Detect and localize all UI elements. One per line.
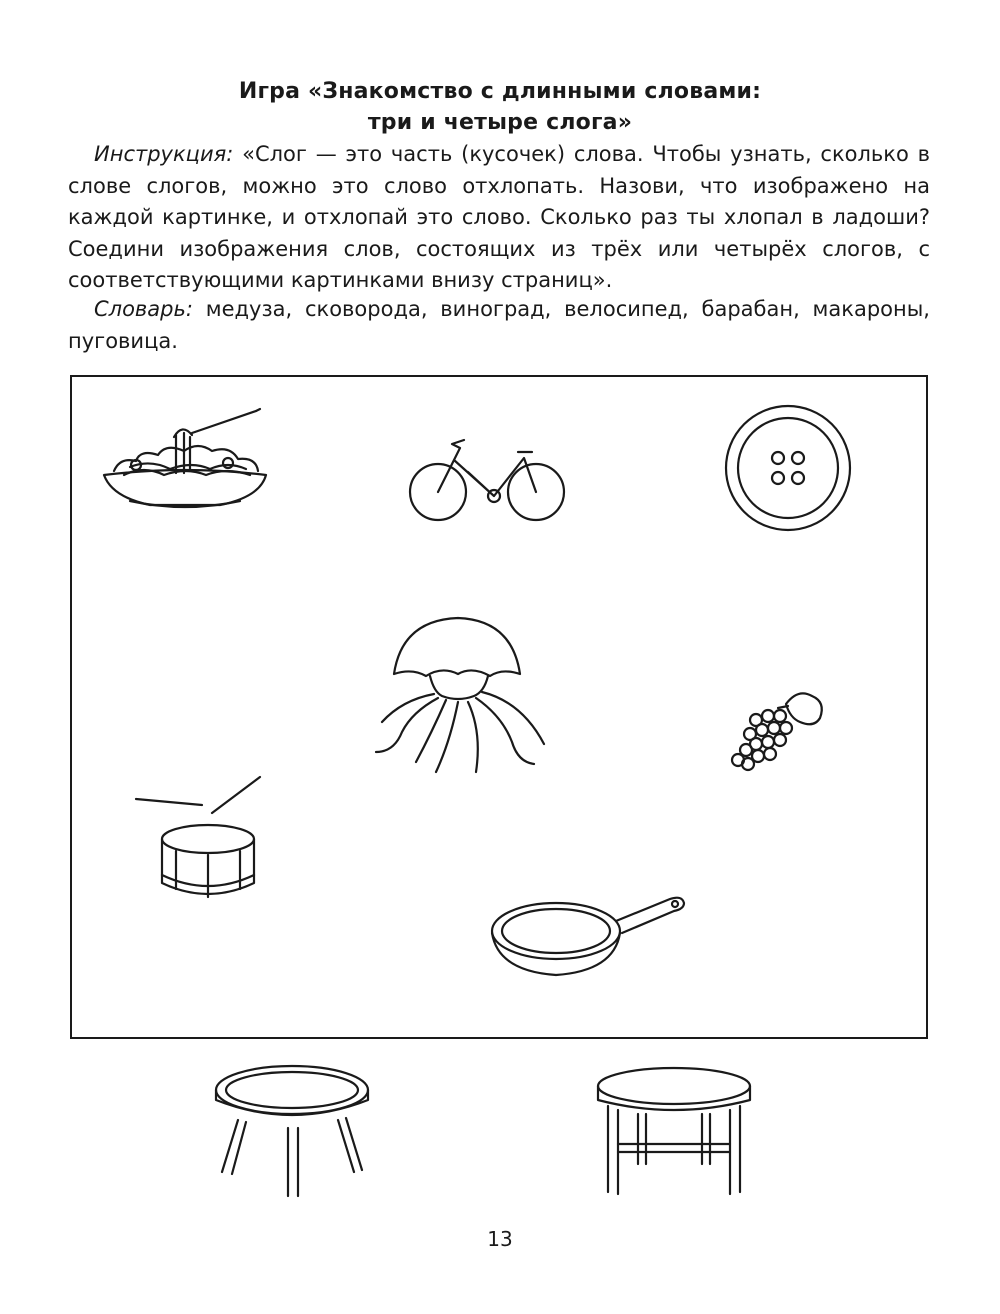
drum-icon[interactable] <box>132 775 264 905</box>
game-title-line-2: три и четыре слога» <box>367 110 633 135</box>
instruction-text: «Слог — это часть (кусочек) слова. Чтобы узнать, сколько в слове слогов, можно это слово отхлопать. Назови, что изображено на каждой картинке, и отхлопай это слово. Сколько раз ты хлопал в ладоши? Соедини изображения слов, состоящих из трёх или четырёх слогов, с соответствующими картинками внизу страниц». <box>68 142 930 292</box>
pasta-icon[interactable] <box>100 405 270 515</box>
jellyfish-icon[interactable] <box>372 612 552 780</box>
button-icon[interactable] <box>722 402 854 534</box>
instruction-paragraph <box>68 139 930 297</box>
four-leg-table-icon[interactable] <box>594 1064 754 1196</box>
page-number: 13 <box>487 1227 513 1251</box>
three-leg-table-icon[interactable] <box>212 1060 372 1198</box>
vocabulary-paragraph <box>68 294 930 357</box>
game-title-line-1: Игра «Знакомство с длинными словами: <box>238 79 762 104</box>
grapes-icon[interactable] <box>728 688 828 774</box>
frying-pan-icon[interactable] <box>488 893 688 983</box>
vocabulary-lead: Словарь: <box>94 297 193 321</box>
vocabulary-text: медуза, сковорода, виноград, велосипед, барабан, макароны, пуговица. <box>68 297 930 353</box>
instruction-lead: Инструкция: <box>94 142 234 166</box>
bicycle-icon[interactable] <box>408 430 568 530</box>
